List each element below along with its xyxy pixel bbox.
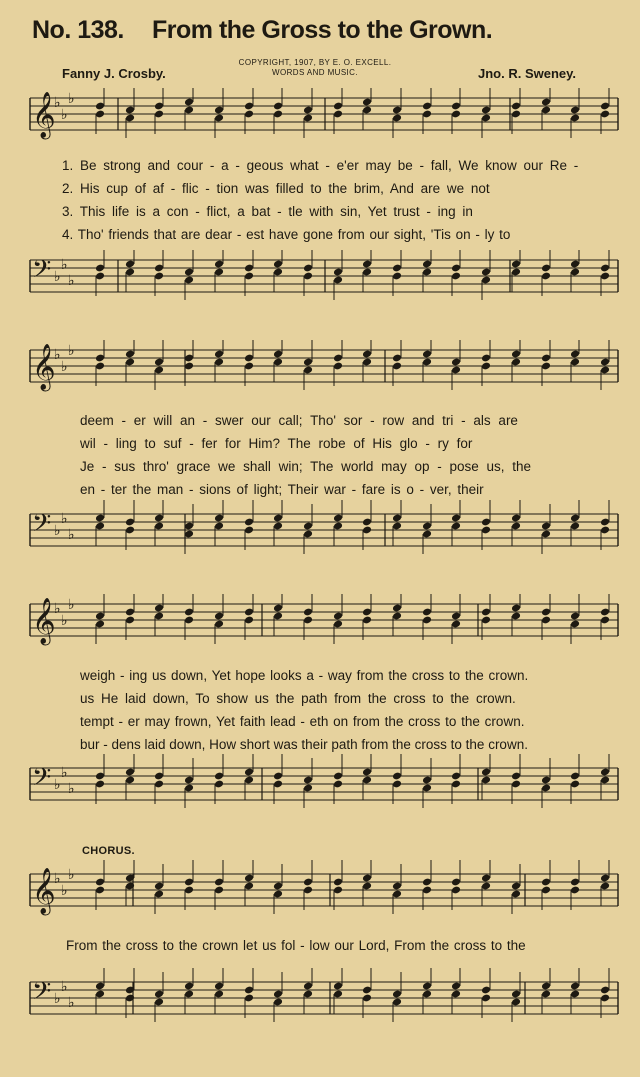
flat-icon: ♭ — [61, 359, 68, 375]
hymn-number: No. 138. — [32, 16, 124, 44]
system-4-treble-staff — [0, 860, 640, 920]
flat-icon: ♭ — [68, 781, 75, 797]
staff — [30, 260, 618, 292]
flat-icon: ♭ — [61, 257, 68, 273]
lyric-line-verse-2: wil - ling to suf - fer for Him? The robe of His glo - ry for — [80, 436, 473, 451]
lyric-line-verse-3: Je - sus thro' grace we shall win; The world may op - pose us, the — [80, 459, 532, 474]
bass-clef-icon: 𝄢 — [32, 255, 52, 290]
system-1-bass-staff — [0, 250, 640, 306]
lyric-line-verse-3: 3. This life is a con - flict, a bat - tle with sin, Yet trust - ing in — [62, 204, 473, 219]
flat-icon: ♭ — [54, 991, 61, 1007]
staff — [30, 514, 618, 546]
flat-icon: ♭ — [68, 995, 75, 1011]
hymn-title: From the Gross to the Grown. — [152, 16, 493, 44]
flat-icon: ♭ — [54, 347, 61, 363]
treble-clef-icon: 𝄞 — [32, 344, 56, 390]
copyright-line: COPYRIGHT, 1907, BY E. O. EXCELL. — [238, 58, 392, 67]
system-2-bass-staff — [0, 500, 640, 560]
flat-icon: ♭ — [54, 523, 61, 539]
lyric-line-verse-3: tempt - er may frown, Yet faith lead - eth on from the cross to the crown. — [80, 714, 525, 729]
treble-clef-icon: 𝄞 — [32, 598, 56, 644]
flat-icon: ♭ — [61, 511, 68, 527]
copyright-subline: WORDS AND MUSIC. — [272, 68, 358, 77]
flat-icon: ♭ — [54, 95, 61, 111]
flat-icon: ♭ — [61, 883, 68, 899]
flat-icon: ♭ — [68, 91, 75, 107]
system-4-bass-staff — [0, 968, 640, 1032]
staff — [30, 350, 618, 382]
flat-icon: ♭ — [68, 273, 75, 289]
lyric-line-chorus: From the cross to the crown let us fol - low our Lord, From the cross to the — [66, 938, 526, 953]
lyric-line-verse-2: us He laid down, To show us the path from the cross to the crown. — [80, 691, 516, 706]
staff — [30, 98, 618, 130]
flat-icon: ♭ — [68, 597, 75, 613]
flat-icon: ♭ — [68, 343, 75, 359]
lyric-line-verse-1: weigh - ing us down, Yet hope looks a - way from the cross to the crown. — [80, 668, 529, 683]
treble-clef-icon: 𝄞 — [32, 92, 56, 138]
flat-icon: ♭ — [61, 107, 68, 123]
system-3-bass-staff — [0, 754, 640, 818]
system-1-treble-staff — [0, 88, 640, 144]
staff — [30, 768, 618, 800]
lyric-line-verse-2: 2. His cup of af - flic - tion was filled to the brim, And are we not — [62, 181, 490, 196]
flat-icon: ♭ — [54, 601, 61, 617]
flat-icon: ♭ — [68, 867, 75, 883]
lyric-line-verse-4: 4. Tho' friends that are dear - est have gone from our sight, 'Tis on - ly to — [62, 227, 511, 242]
flat-icon: ♭ — [61, 613, 68, 629]
lyricist-credit: Fanny J. Crosby. — [62, 66, 166, 81]
staff — [30, 874, 618, 906]
bass-clef-icon: 𝄢 — [32, 977, 52, 1012]
copyright-notice — [210, 58, 420, 78]
staff — [30, 982, 618, 1014]
staff — [30, 604, 618, 636]
lyric-line-verse-1: deem - er will an - swer our call; Tho' sor - row and tri - als are — [80, 413, 518, 428]
bass-clef-icon: 𝄢 — [32, 763, 52, 798]
flat-icon: ♭ — [54, 269, 61, 285]
flat-icon: ♭ — [61, 765, 68, 781]
system-2-treble-staff — [0, 340, 640, 396]
treble-clef-icon: 𝄞 — [32, 868, 56, 914]
bass-clef-icon: 𝄢 — [32, 509, 52, 544]
lyric-line-verse-4: bur - dens laid down, How short was their path from the cross to the crown. — [80, 737, 528, 752]
composer-credit: Jno. R. Sweney. — [478, 66, 577, 81]
flat-icon: ♭ — [61, 979, 68, 995]
system-3-treble-staff — [0, 594, 640, 650]
lyric-line-verse-1: 1. Be strong and cour - a - geous what - e'er may be - fall, We know our Re - — [62, 158, 579, 173]
flat-icon: ♭ — [54, 777, 61, 793]
lyric-line-verse-4: en - ter the man - sions of light; Their war - fare is o - ver, their — [80, 482, 484, 497]
flat-icon: ♭ — [68, 527, 75, 543]
chorus-label: CHORUS. — [82, 845, 135, 857]
flat-icon: ♭ — [54, 871, 61, 887]
